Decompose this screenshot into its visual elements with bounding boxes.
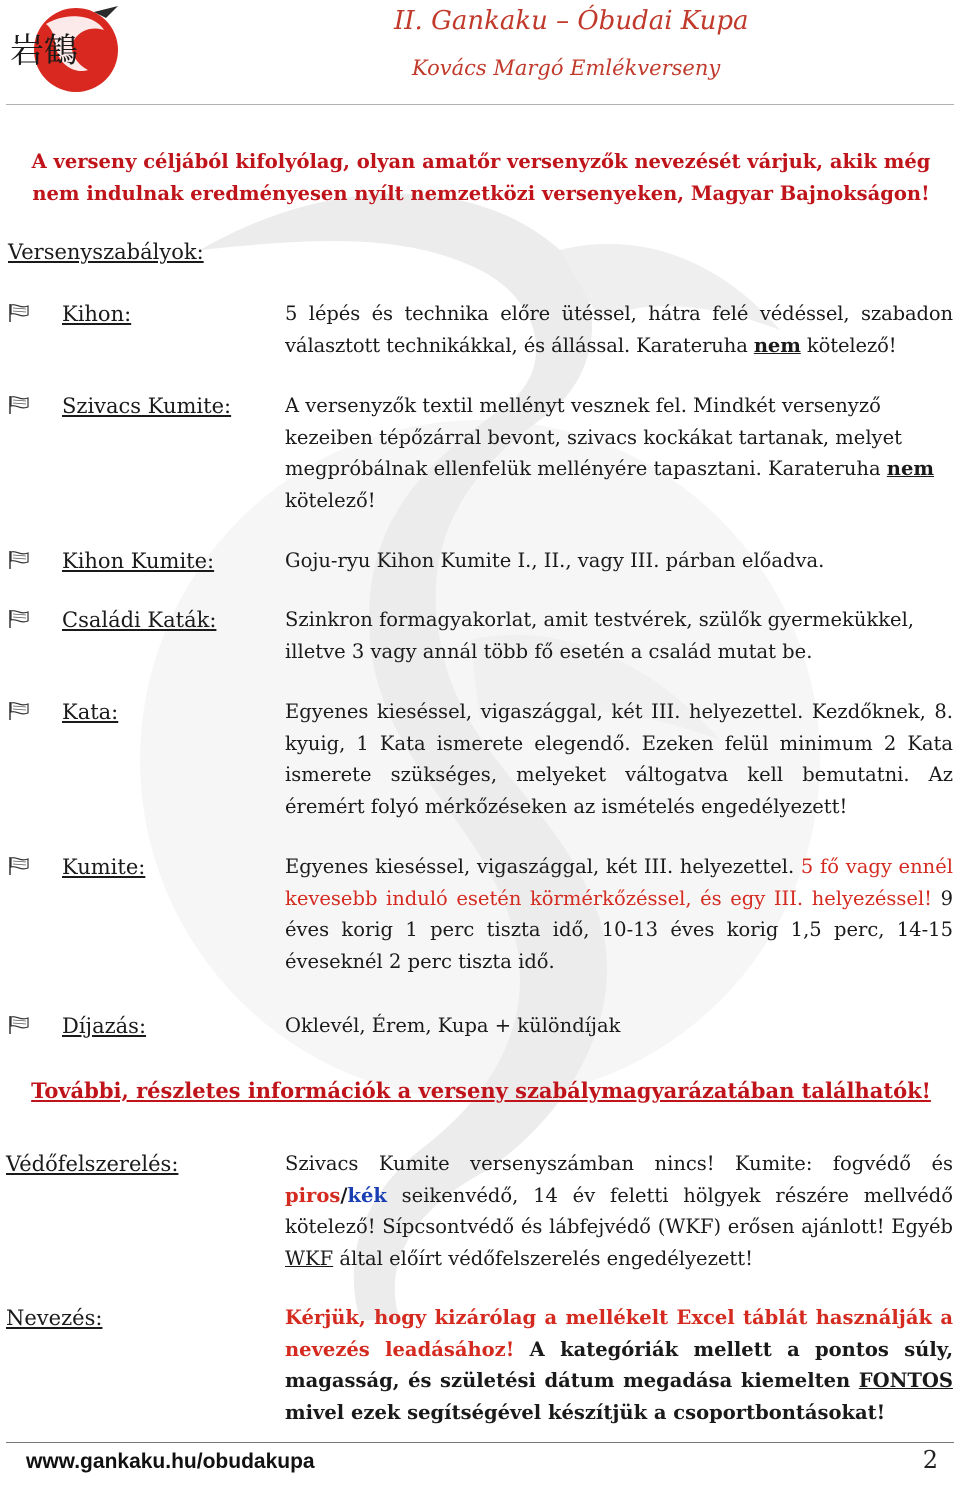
rule-label: Kata: <box>62 700 119 724</box>
rule-label: Kihon Kumite: <box>62 549 215 573</box>
rule-label: Szivacs Kumite: <box>62 394 232 418</box>
more-info-link: További, részletes információk a verseny szabálymagyarázatában találhatók! <box>31 1078 931 1103</box>
protective-gear-label: Védőfelszerelés: <box>6 1152 179 1176</box>
header-subtitle: Kovács Margó Emlékverseny <box>412 56 721 80</box>
intro-notice: A verseny céljából kifolyólag, olyan amatőr versenyzők nevezését várjuk, akik még nem indulnak eredményesen nyílt nemzetközi versenyeken, Magyar Bajnokságon! <box>31 150 931 205</box>
flag-bullet-icon <box>6 1014 32 1036</box>
rule-label: Családi Katák: <box>62 608 217 632</box>
page-number: 2 <box>922 1446 938 1474</box>
rule-label: Kumite: <box>62 855 146 879</box>
rule-text: Oklevél, Érem, Kupa + különdíjak <box>285 1014 621 1037</box>
protective-gear-text: Szivacs Kumite versenyszámban nincs! Kumite: fogvédő és piros/kék seikenvédő, 14 év feletti hölgyek részére mellvédő kötelező! Sípcsontvédő és lábfejvédő (WKF) erősen ajánlott! Egyéb WKF által előírt védőfelszerelés engedélyezett! <box>285 1152 953 1270</box>
rule-text: 5 lépés és technika előre ütéssel, hátra felé védéssel, szabadon választott technikákkal, és állással. Karateruha nem kötelező! <box>285 302 953 357</box>
flag-bullet-icon <box>6 608 32 630</box>
header-title: II. Gankaku – Óbudai Kupa <box>394 6 749 36</box>
rule-text: Egyenes kieséssel, vigaszággal, két III. helyezettel. 5 fő vagy ennél kevesebb induló esetén körmérkőzéssel, és egy III. helyezéssel! 9 éves korig 1 perc tiszta idő, 10-13 éves korig 1,5 perc, 14-15 éveseknél 2 perc tiszta idő. <box>285 855 954 973</box>
kumite-red-note: 5 fő vagy ennél kevesebb induló esetén körmérkőzéssel, és egy III. helyezéssel! <box>285 855 953 910</box>
rule-text: Egyenes kieséssel, vigaszággal, két III. helyezettel. Kezdőknek, 8. kyuig, 1 Kata ismerete elegendő. Ezeken felül minimum 2 Kata ismerete szükséges, melyeket váltogatva kell bemutatni. Az éremért folyó mérkőzéseken az ismételés engedélyezett! <box>285 700 953 818</box>
footer-divider <box>6 1442 954 1443</box>
flag-bullet-icon <box>6 394 32 416</box>
rule-label: Kihon: <box>62 302 132 326</box>
rule-text: Szinkron formagyakorlat, amit testvérek, szülők gyermekükkel, illetve 3 vagy annál több fő esetén a család mutat be. <box>285 608 914 663</box>
flag-bullet-icon <box>6 700 32 722</box>
flag-bullet-icon <box>6 549 32 571</box>
gankaku-logo <box>6 4 124 104</box>
flag-bullet-icon <box>6 855 32 877</box>
registration-text: Kérjük, hogy kizárólag a mellékelt Excel táblát használják a nevezés leadásához! A kategóriák mellett a pontos súly, magasság, és születési dátum megadása kiemelten FONTOS mivel ezek segítségével készítjük a csoportbontásokat! <box>285 1306 954 1424</box>
header-divider <box>6 104 954 105</box>
flag-bullet-icon <box>6 302 32 324</box>
rule-label: Díjazás: <box>62 1014 147 1038</box>
rules-heading: Versenyszabályok: <box>8 240 204 264</box>
logo-kanji: 岩鶴 <box>10 31 78 71</box>
rule-text: Goju-ryu Kihon Kumite I., II., vagy III. párban előadva. <box>285 549 825 572</box>
rule-text: A versenyzők textil mellényt vesznek fel. Mindkét versenyző kezeiben tépőzárral bevont, szivacs kockákat tartanak, melyet megpróbálnak ellenfelük mellényére tapasztani. Karateruha nem kötelező! <box>285 394 935 512</box>
footer-url[interactable]: www.gankaku.hu/obudakupa <box>26 1450 315 1473</box>
registration-label: Nevezés: <box>6 1306 103 1330</box>
